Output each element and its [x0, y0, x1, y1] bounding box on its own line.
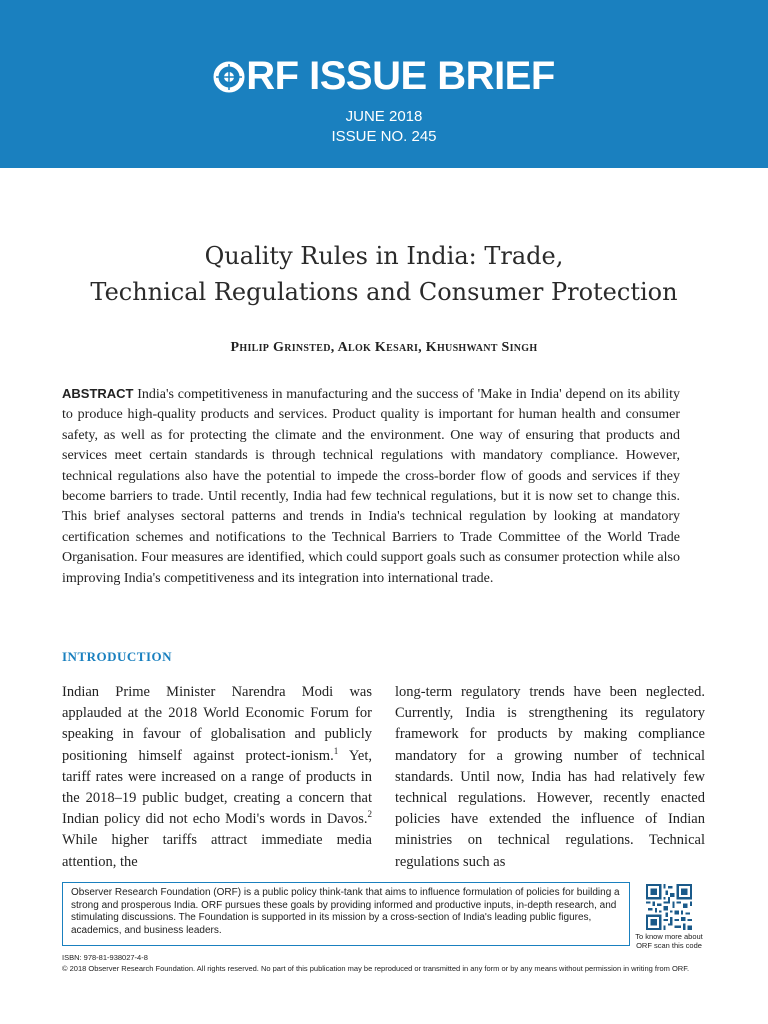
abstract-text: India's competitiveness in manufacturing and the success of 'Make in India' depend on its ability to produce high-quality products and services. Product quality is important for human health and consumer safety, as well as for protecting the climate and the environment. One way of ensuring that products and services meet certain standards is through technical regulations with mandatory compliance. However, technical regulations also have the potential to impede the cross-border flow of goods and services if they become barriers to trade. Until recently, India had few technical regulations, but it is now set to change this. This brief analyses sectoral patterns and trends in India's technical regulation by looking at mandatory certification schemes and notifications to the Technical Barriers to Trade Committee of the World Trade Organisation. Four measures are identified, which could support goals such as consumer protection while also improving India's competitiveness and its integration into international trade. — [62, 387, 681, 586]
footnote-ref-1[interactable]: 1 — [333, 745, 339, 756]
header-banner — [0, 0, 768, 168]
document-title — [60, 238, 708, 310]
isbn: ISBN: 978-81-938027-4-8 — [62, 953, 148, 962]
brand-text: RF ISSUE BRIEF — [246, 54, 555, 98]
introduction-heading: INTRODUCTION — [62, 649, 173, 664]
intro-text-1: Indian Prime Minister Narendra Modi was applauded at the 2018 World Economic Forum for speaking in favour of globalisation and publicly positioning himself against protect-ionism. — [62, 684, 372, 764]
qr-caption: To know more about ORF scan this code — [635, 932, 703, 950]
footnote-ref-2[interactable]: 2 — [367, 809, 372, 820]
intro-text-3: While higher tariffs attract immediate media attention, the — [62, 832, 372, 870]
issue-date: JUNE 2018 — [345, 108, 423, 125]
introduction-left-column — [62, 682, 372, 873]
orf-about-box — [62, 882, 630, 946]
introduction-right-column: long-term regulatory trends have been neglected. Currently, India is strengthening its regulatory framework for products by making compliance mandatory for a growing number of technical standards. Until now, India has had relatively few technical regulations. However, recently enacted policies have extended the influence of Indian ministries on technical regulations. Technical regulations such as — [395, 684, 705, 870]
orf-description: is a public policy think-tank that aims to influence formulation of policies for building a strong and prosperous India. ORF pursues these goals by providing informed and productive inputs, in-depth research, and stimulating discussions. The Foundation is supported in its mission by a cross-section of India's leading public figures, academics, and business leaders. — [71, 887, 620, 936]
title-line-1: Quality Rules in India: Trade, — [204, 242, 564, 270]
orf-name: Observer Research Foundation — [71, 887, 211, 898]
copyright-notice: © 2018 Observer Research Foundation. All rights reserved. No part of this publication may be reproduced or transmitted in any form or by any means without permission in writing from ORF. — [62, 964, 690, 973]
intro-text-2: Yet, tariff rates were increased on a range of products in the 2018–19 public budget, creating a concern that Indian policy did not echo Modi's words in Davos. — [62, 747, 373, 828]
issue-number: ISSUE NO. 245 — [331, 128, 437, 145]
abstract-label: ABSTRACT — [62, 386, 134, 401]
qr-code-icon[interactable] — [646, 884, 692, 930]
title-line-2: Technical Regulations and Consumer Protection — [90, 278, 678, 306]
orf-abbr: (ORF) — [210, 887, 242, 898]
authors: Philip Grinsted, Alok Kesari, Khushwant Singh — [230, 340, 538, 355]
orf-logo-icon — [213, 61, 245, 93]
brand-title — [0, 54, 768, 98]
abstract — [62, 384, 680, 589]
